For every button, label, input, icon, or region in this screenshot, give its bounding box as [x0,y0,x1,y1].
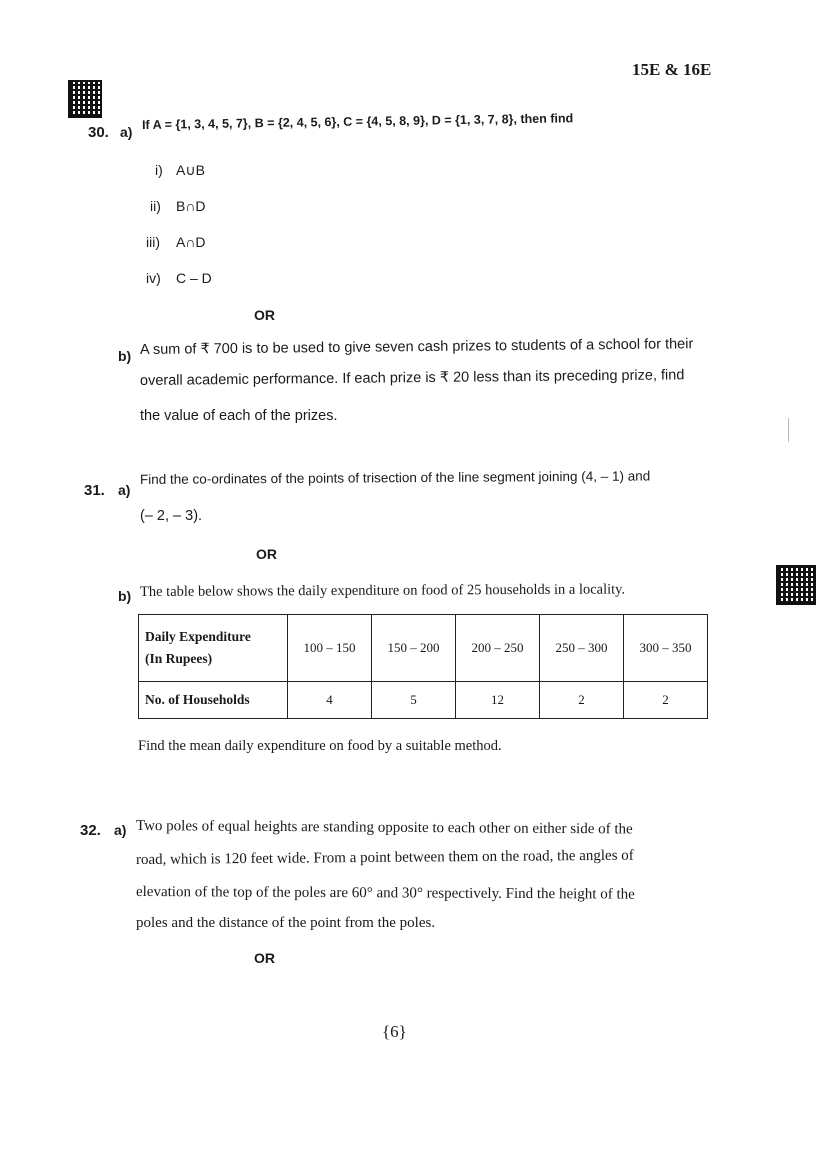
table-count-cell: 12 [456,682,540,719]
paper-code: 15E & 16E [632,60,712,79]
table-row-expenditure [139,615,708,682]
question-30a-text: If A = {1, 3, 4, 5, 7}, B = {2, 4, 5, 6}, C = {4, 5, 8, 9}, D = {1, 3, 7, 8}, then find [141,111,574,132]
question-31b-text: The table below shows the daily expenditure on food of 25 households in a locality. [139,581,626,600]
table-header-line-2: (In Rupees) [145,651,213,666]
question-30a-part-2-expr: B∩D [176,198,206,214]
question-30a-part-1-expr: A∪B [176,162,205,178]
table-row-households [139,682,708,719]
table-range-cell: 200 – 250 [456,615,540,682]
expenditure-table [138,614,708,719]
question-30b-label: b) [118,348,132,364]
table-header-line-1: Daily Expenditure [145,629,251,644]
question-30a-part-1-label: i) [155,162,163,178]
scan-edge-mark [788,418,789,442]
question-31-number: 31. [84,482,105,499]
table-header-households: No. of Households [139,682,288,719]
qr-code-right-margin [776,565,816,605]
question-30b-line-2: overall academic performance. If each prize is ₹ 20 less than its preceding prize, find [139,367,685,389]
question-30a-part-4-expr: C – D [176,270,212,286]
question-30-number: 30. [88,124,109,141]
question-31a-label: a) [118,482,131,498]
question-32a-label: a) [114,822,127,838]
question-32a-line-2: road, which is 120 feet wide. From a point between them on the road, the angles of [135,847,634,868]
table-count-cell: 2 [624,682,708,719]
table-range-cell: 100 – 150 [288,615,372,682]
question-30-or: OR [254,307,275,323]
qr-code-top-left [68,80,102,118]
table-header-expenditure [139,615,288,682]
table-range-cell: 150 – 200 [372,615,456,682]
table-range-cell: 250 – 300 [540,615,624,682]
question-30a-part-3-expr: A∩D [176,234,206,250]
question-32a-line-1: Two poles of equal heights are standing opposite to each other on either side of the [135,818,633,838]
question-30a-part-4-label: iv) [146,270,161,286]
question-32a-line-3: elevation of the top of the poles are 60° and 30° respectively. Find the height of the [135,884,635,903]
question-31b-label: b) [118,588,132,604]
question-31-or: OR [256,546,277,562]
question-31b-after-text: Find the mean daily expenditure on food by a suitable method. [138,738,502,754]
table-count-cell: 2 [540,682,624,719]
question-30a-part-3-label: iii) [146,234,160,250]
question-31a-line-1: Find the co-ordinates of the points of trisection of the line segment joining (4, – 1) and [139,468,651,487]
question-32-or: OR [254,950,275,966]
question-30b-line-1: A sum of ₹ 700 is to be used to give seven cash prizes to students of a school for their [139,336,694,358]
question-30b-line-3: the value of each of the prizes. [140,408,338,424]
question-30a-part-2-label: ii) [150,198,161,214]
question-30a-label: a) [120,124,133,140]
question-31a-line-2: (– 2, – 3). [140,508,203,524]
page-number: {6} [382,1022,407,1041]
table-range-cell: 300 – 350 [624,615,708,682]
question-32a-line-4: poles and the distance of the point from the poles. [136,915,436,931]
question-32-number: 32. [80,822,101,839]
table-count-cell: 5 [372,682,456,719]
table-count-cell: 4 [288,682,372,719]
